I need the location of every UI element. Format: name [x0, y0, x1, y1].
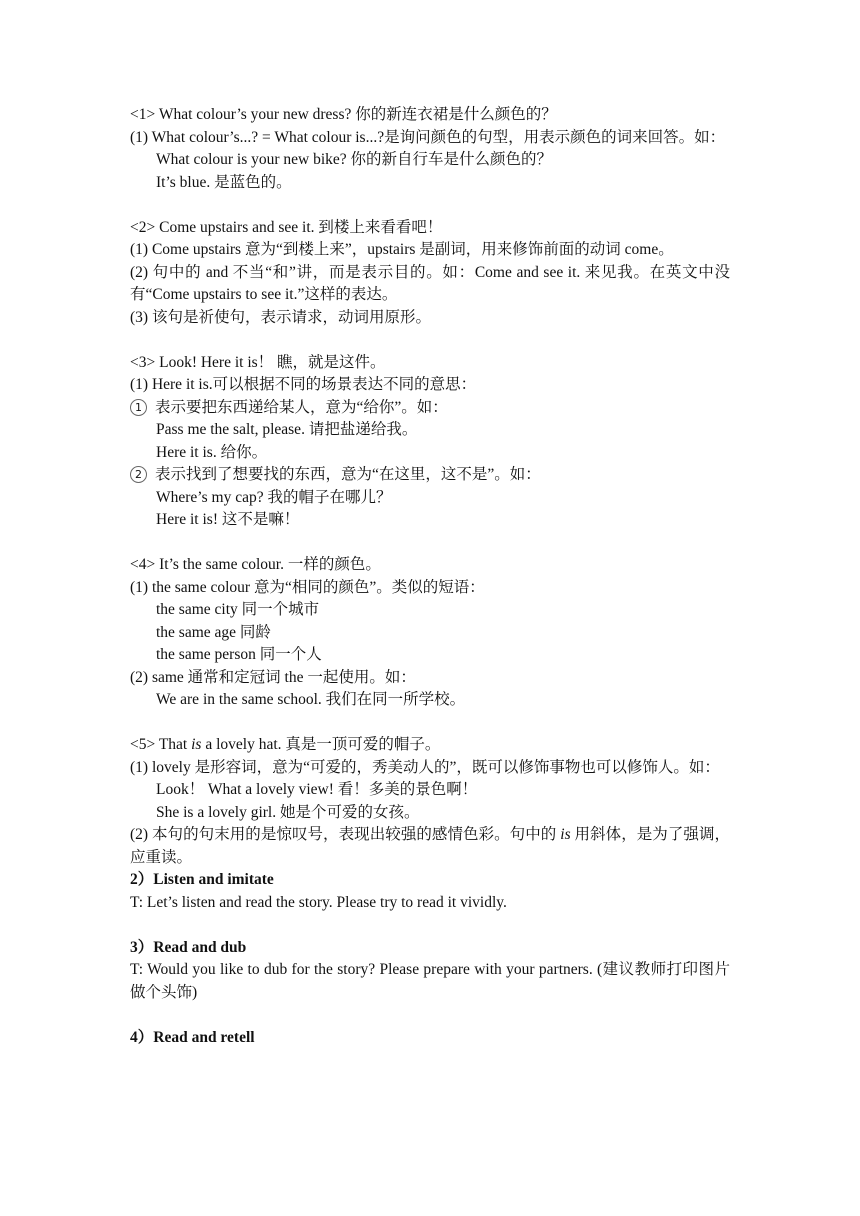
example-sentence: Pass me the salt, please. 请把盐递给我。 [156, 421, 418, 438]
circled-item-1: 1 表示要把东西递给某人，意为“给你”。如： [130, 397, 730, 420]
section-5-heading: <5> That is a lovely hat. 真是一顶可爱的帽子。 [130, 736, 441, 753]
section-3-point-1: (1) Here it is.可以根据不同的场景表达不同的意思： [130, 376, 477, 393]
example-sentence: Here it is. 给你。 [156, 443, 268, 461]
spacer [130, 1004, 730, 1027]
example-sentence: Look！ What a lovely view! 看！多美的景色啊！ [156, 781, 478, 798]
step-4-title: 4）Read and retell [130, 1028, 255, 1046]
example-phrase: the same city 同一个城市 [156, 601, 320, 618]
section-2-heading: <2> Come upstairs and see it. 到楼上来看看吧！ [130, 218, 443, 236]
circled-number-1-icon: 1 [130, 399, 147, 416]
spacer [130, 712, 730, 735]
step-3-title: 3）Read and dub [130, 938, 247, 956]
section-3-heading: <3> Look! Here it is！ 瞧，就是这件。 [130, 353, 386, 371]
example-sentence: It’s blue. 是蓝色的。 [156, 173, 292, 191]
section-4-point-1: (1) the same colour 意为“相同的颜色”。类似的短语： [130, 578, 485, 596]
circled-number-2-icon: 2 [130, 466, 147, 483]
circled-item-2: 2 表示找到了想要找的东西，意为“在这里，这不是”。如： [130, 464, 730, 487]
spacer [130, 194, 730, 217]
section-2-point-2: (2) 句中的 and 不当“和”讲，而是表示目的。如：Come and see it. 来见我。在英文中没有“Come upstairs to see it.”这样的表达。 [130, 263, 730, 303]
section-2-point-3: (3) 该句是祈使句，表示请求，动词用原形。 [130, 308, 431, 326]
section-5-point-2: (2) 本句的句末用的是惊叹号，表现出较强的感情色彩。句中的 is 用斜体，是为了强调，应重读。 [130, 826, 730, 866]
section-2-point-1: (1) Come upstairs 意为“到楼上来”，upstairs 是副词，用来修饰前面的动词 come。 [130, 241, 674, 258]
example-phrase: the same person 同一个人 [156, 646, 322, 663]
section-5-point-1: (1) lovely 是形容词，意为“可爱的，秀美动人的”，既可以修饰事物也可以修饰人。如： [130, 758, 720, 776]
step-2-text: T: Let’s listen and read the story. Please try to read it vividly. [130, 893, 507, 911]
spacer [130, 532, 730, 555]
step-3-text: T: Would you like to dub for the story? Please prepare with your partners. (建议教师打印图片做个头饰) [130, 961, 730, 1001]
example-phrase: the same age 同龄 [156, 623, 271, 641]
example-sentence: Here it is! 这不是嘛！ [156, 511, 300, 528]
spacer [130, 914, 730, 937]
section-1-point-1: (1) What colour’s...? = What colour is...?是询问颜色的句型，用表示颜色的词来回答。如： [130, 128, 726, 146]
example-sentence: We are in the same school. 我们在同一所学校。 [156, 691, 466, 708]
spacer [130, 329, 730, 352]
step-2-title: 2）Listen and imitate [130, 871, 274, 888]
section-4-point-2: (2) same 通常和定冠词 the 一起使用。如： [130, 668, 416, 686]
document-body [130, 104, 730, 1049]
section-4-heading: <4> It’s the same colour. 一样的颜色。 [130, 556, 381, 573]
example-sentence: What colour is your new bike? 你的新自行车是什么颜色的？ [156, 151, 553, 168]
example-sentence: Where’s my cap? 我的帽子在哪儿？ [156, 488, 392, 506]
section-1-heading: <1> What colour’s your new dress? 你的新连衣裙是什么颜色的？ [130, 106, 557, 123]
example-sentence: She is a lovely girl. 她是个可爱的女孩。 [156, 803, 420, 821]
